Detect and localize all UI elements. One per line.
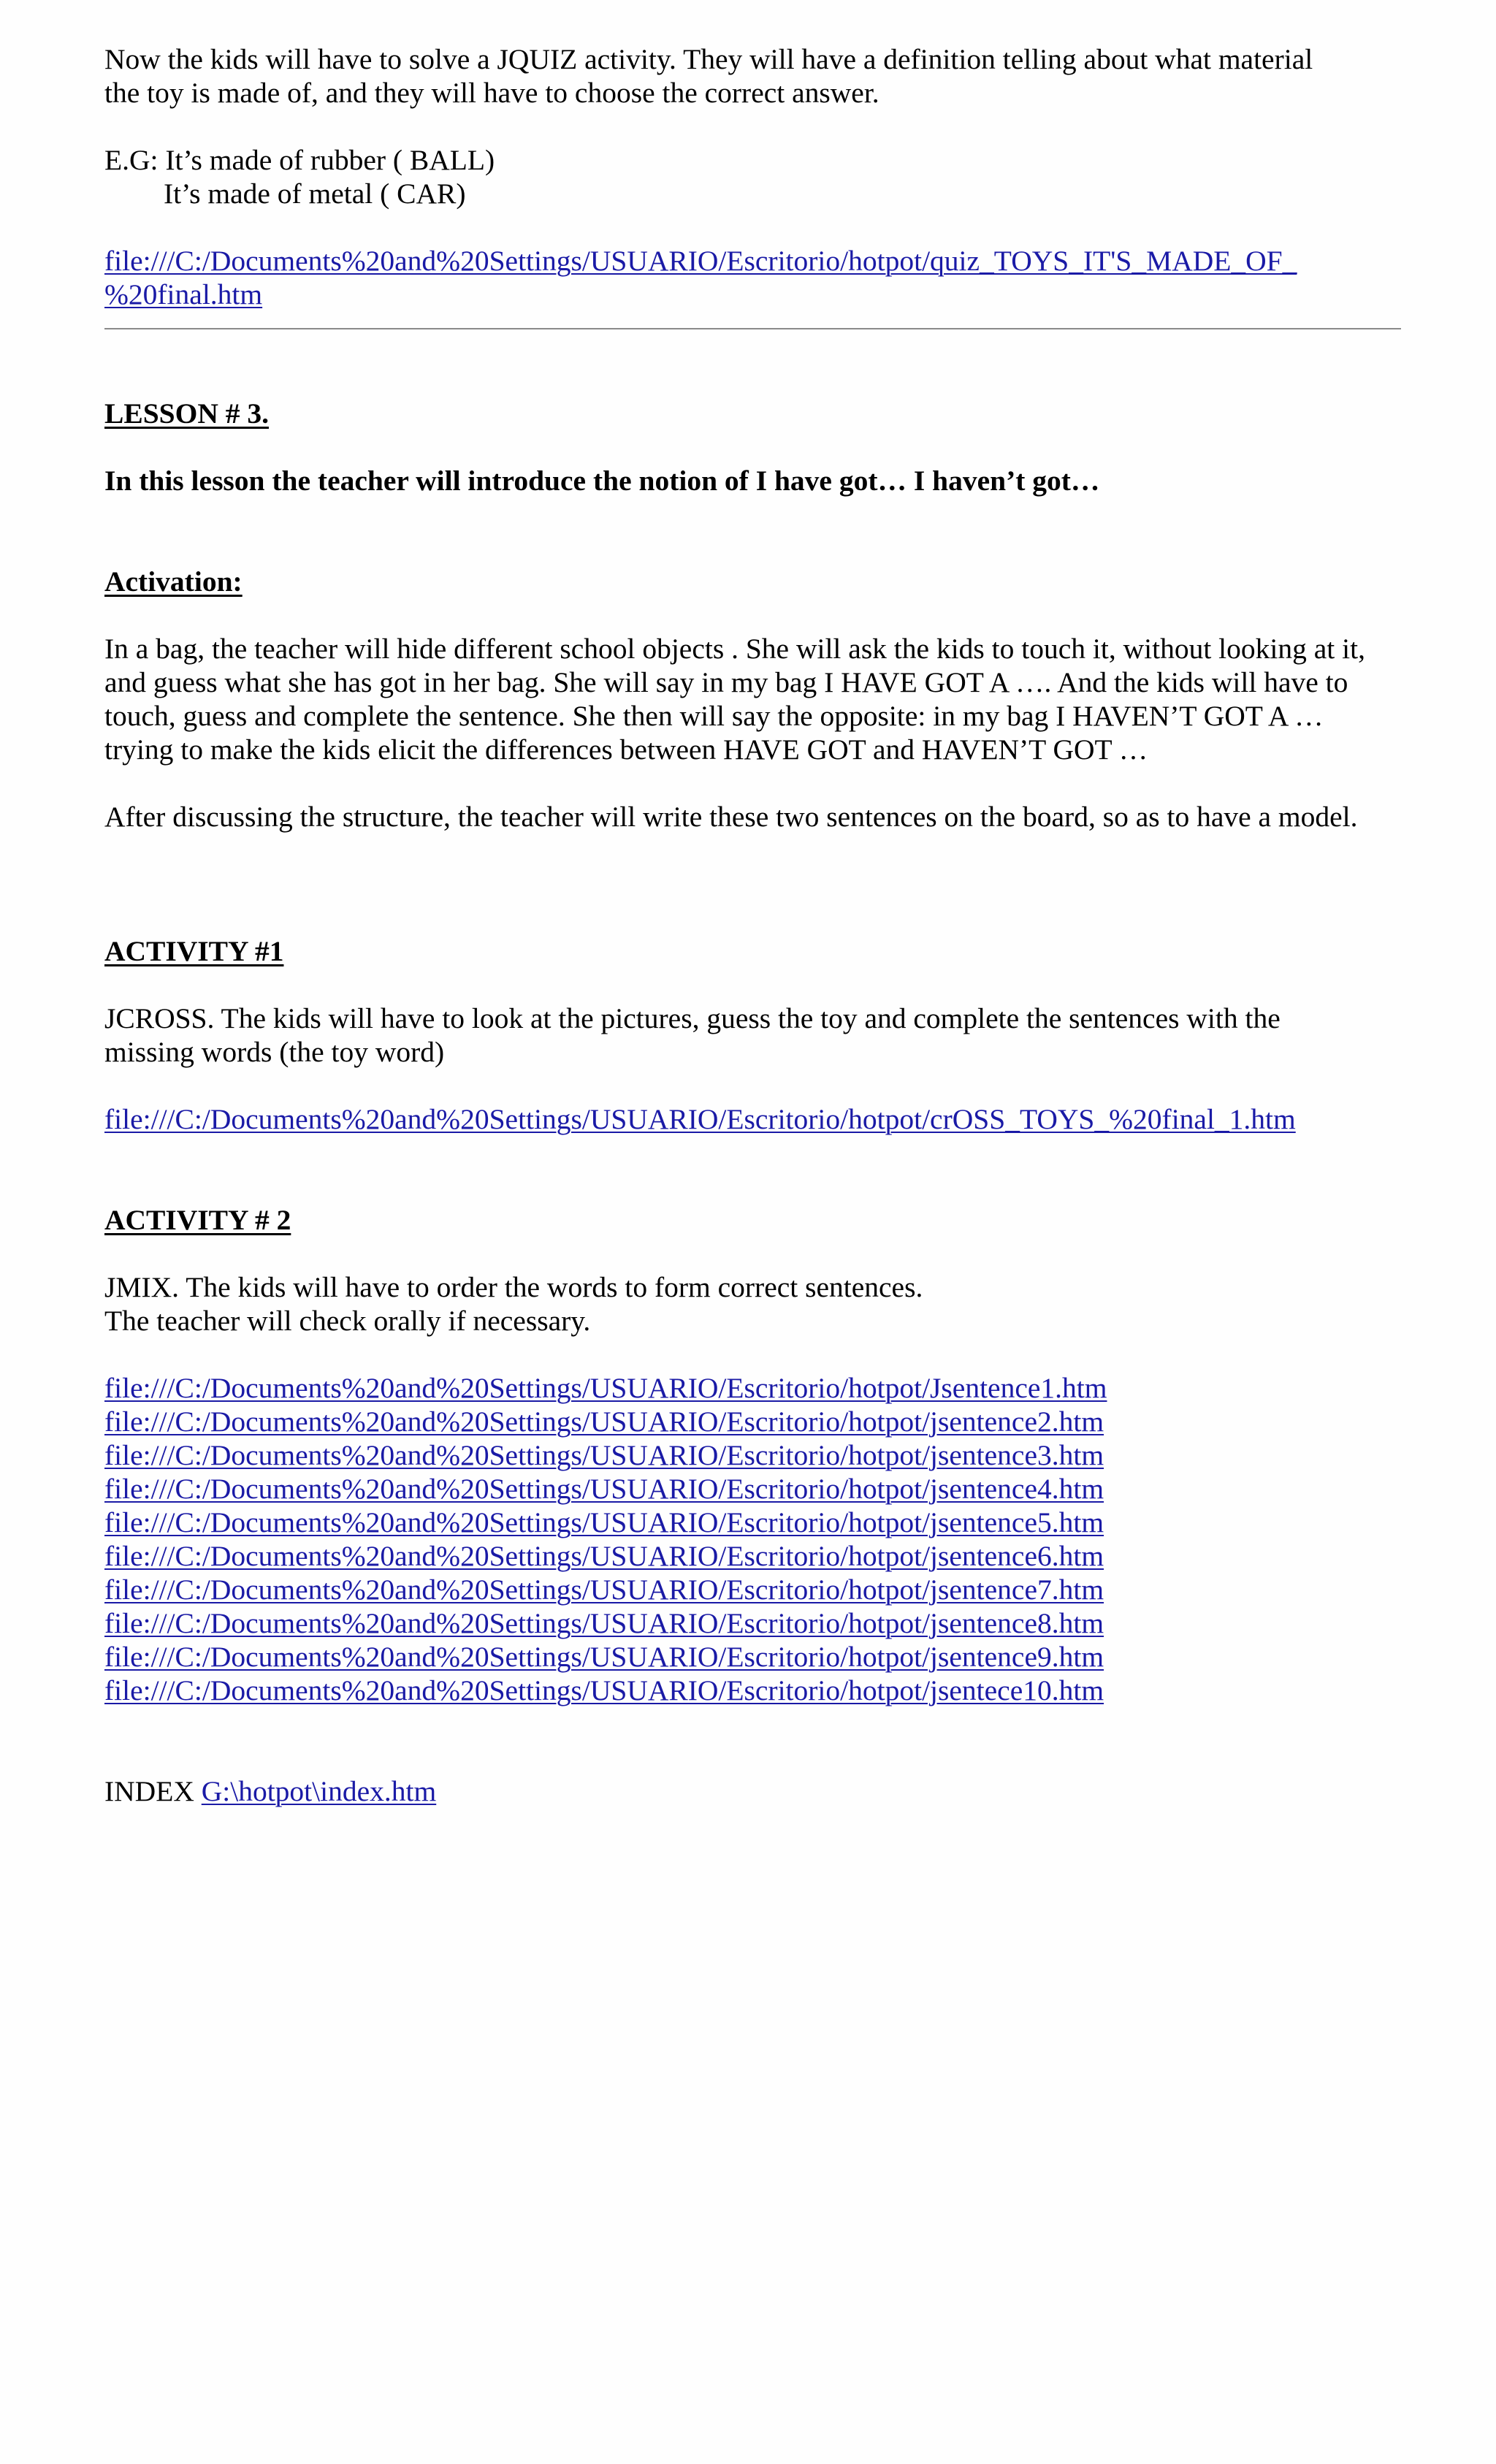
- activity2-desc-line2: The teacher will check orally if necessary.: [104, 1305, 591, 1337]
- index-label: INDEX: [104, 1775, 202, 1807]
- activity2-desc-line1: JMIX. The kids will have to order the words to form correct sentences.: [104, 1271, 923, 1303]
- quiz-link-line-2: [104, 278, 1401, 311]
- jsentence-link-1[interactable]: file:///C:/Documents%20and%20Settings/USUARIO/Escritorio/hotpot/Jsentence1.htm: [104, 1372, 1107, 1404]
- jsentence-link-10[interactable]: file:///C:/Documents%20and%20Settings/USUARIO/Escritorio/hotpot/jsentece10.htm: [104, 1674, 1104, 1706]
- intro-line-2: the toy is made of, and they will have to choose the correct answer.: [104, 77, 879, 109]
- activation-para1-line1: In a bag, the teacher will hide different school objects . She will ask the kids to touch it, without looking at it,: [104, 633, 1365, 665]
- jsentence-link-2[interactable]: file:///C:/Documents%20and%20Settings/USUARIO/Escritorio/hotpot/jsentence2.htm: [104, 1405, 1104, 1438]
- index-link[interactable]: G:\hotpot\index.htm: [201, 1775, 437, 1807]
- activation-heading: Activation:: [104, 565, 243, 598]
- jsentence-link-7[interactable]: file:///C:/Documents%20and%20Settings/USUARIO/Escritorio/hotpot/jsentence7.htm: [104, 1574, 1104, 1606]
- quiz-link[interactable]: file:///C:/Documents%20and%20Settings/USUARIO/Escritorio/hotpot/quiz_TOYS_IT'S_MADE_OF_: [104, 245, 1297, 277]
- example-line-2: It’s made of metal ( CAR): [164, 178, 466, 210]
- jsentence-link-5[interactable]: file:///C:/Documents%20and%20Settings/USUARIO/Escritorio/hotpot/jsentence5.htm: [104, 1506, 1104, 1538]
- activity1-desc-line2: missing words (the toy word): [104, 1036, 445, 1068]
- activation-para1-line3: touch, guess and complete the sentence. She then will say the opposite: in my bag I HAVEN’T GOT A …: [104, 700, 1324, 732]
- lesson-subtitle: In this lesson the teacher will introduce the notion of I have got… I haven’t got…: [104, 465, 1100, 497]
- intro-line-1: Now the kids will have to solve a JQUIZ activity. They will have a definition telling about what material: [104, 43, 1313, 75]
- activity1-desc-line1: JCROSS. The kids will have to look at the pictures, guess the toy and complete the sentences with the: [104, 1002, 1281, 1034]
- document-body: [104, 42, 1401, 1808]
- quiz-link-continued[interactable]: %20final.htm: [104, 278, 263, 310]
- activation-para1-line2: and guess what she has got in her bag. She will say in my bag I HAVE GOT A …. And the kids will have to: [104, 666, 1348, 698]
- activation-para2: After discussing the structure, the teacher will write these two sentences on the board, so as to have a model.: [104, 801, 1358, 833]
- activity1-link[interactable]: file:///C:/Documents%20and%20Settings/USUARIO/Escritorio/hotpot/crOSS_TOYS_%20final_1.htm: [104, 1103, 1296, 1135]
- jsentence-link-4[interactable]: file:///C:/Documents%20and%20Settings/USUARIO/Escritorio/hotpot/jsentence4.htm: [104, 1473, 1104, 1505]
- activity1-heading: ACTIVITY #1: [104, 935, 284, 967]
- activation-para1-line4: trying to make the kids elicit the differences between HAVE GOT and HAVEN’T GOT …: [104, 733, 1148, 766]
- jsentence-link-6[interactable]: file:///C:/Documents%20and%20Settings/USUARIO/Escritorio/hotpot/jsentence6.htm: [104, 1540, 1104, 1572]
- jsentence-link-9[interactable]: file:///C:/Documents%20and%20Settings/USUARIO/Escritorio/hotpot/jsentence9.htm: [104, 1641, 1104, 1673]
- example-line-1: E.G: It’s made of rubber ( BALL): [104, 144, 495, 176]
- jsentence-link-8[interactable]: file:///C:/Documents%20and%20Settings/USUARIO/Escritorio/hotpot/jsentence8.htm: [104, 1607, 1104, 1639]
- quiz-link-line-1: [104, 244, 1401, 278]
- jsentence-link-3[interactable]: file:///C:/Documents%20and%20Settings/USUARIO/Escritorio/hotpot/jsentence3.htm: [104, 1439, 1104, 1471]
- activity2-heading: ACTIVITY # 2: [104, 1204, 291, 1236]
- lesson-title: LESSON # 3.: [104, 397, 270, 430]
- index-line: [104, 1774, 1401, 1808]
